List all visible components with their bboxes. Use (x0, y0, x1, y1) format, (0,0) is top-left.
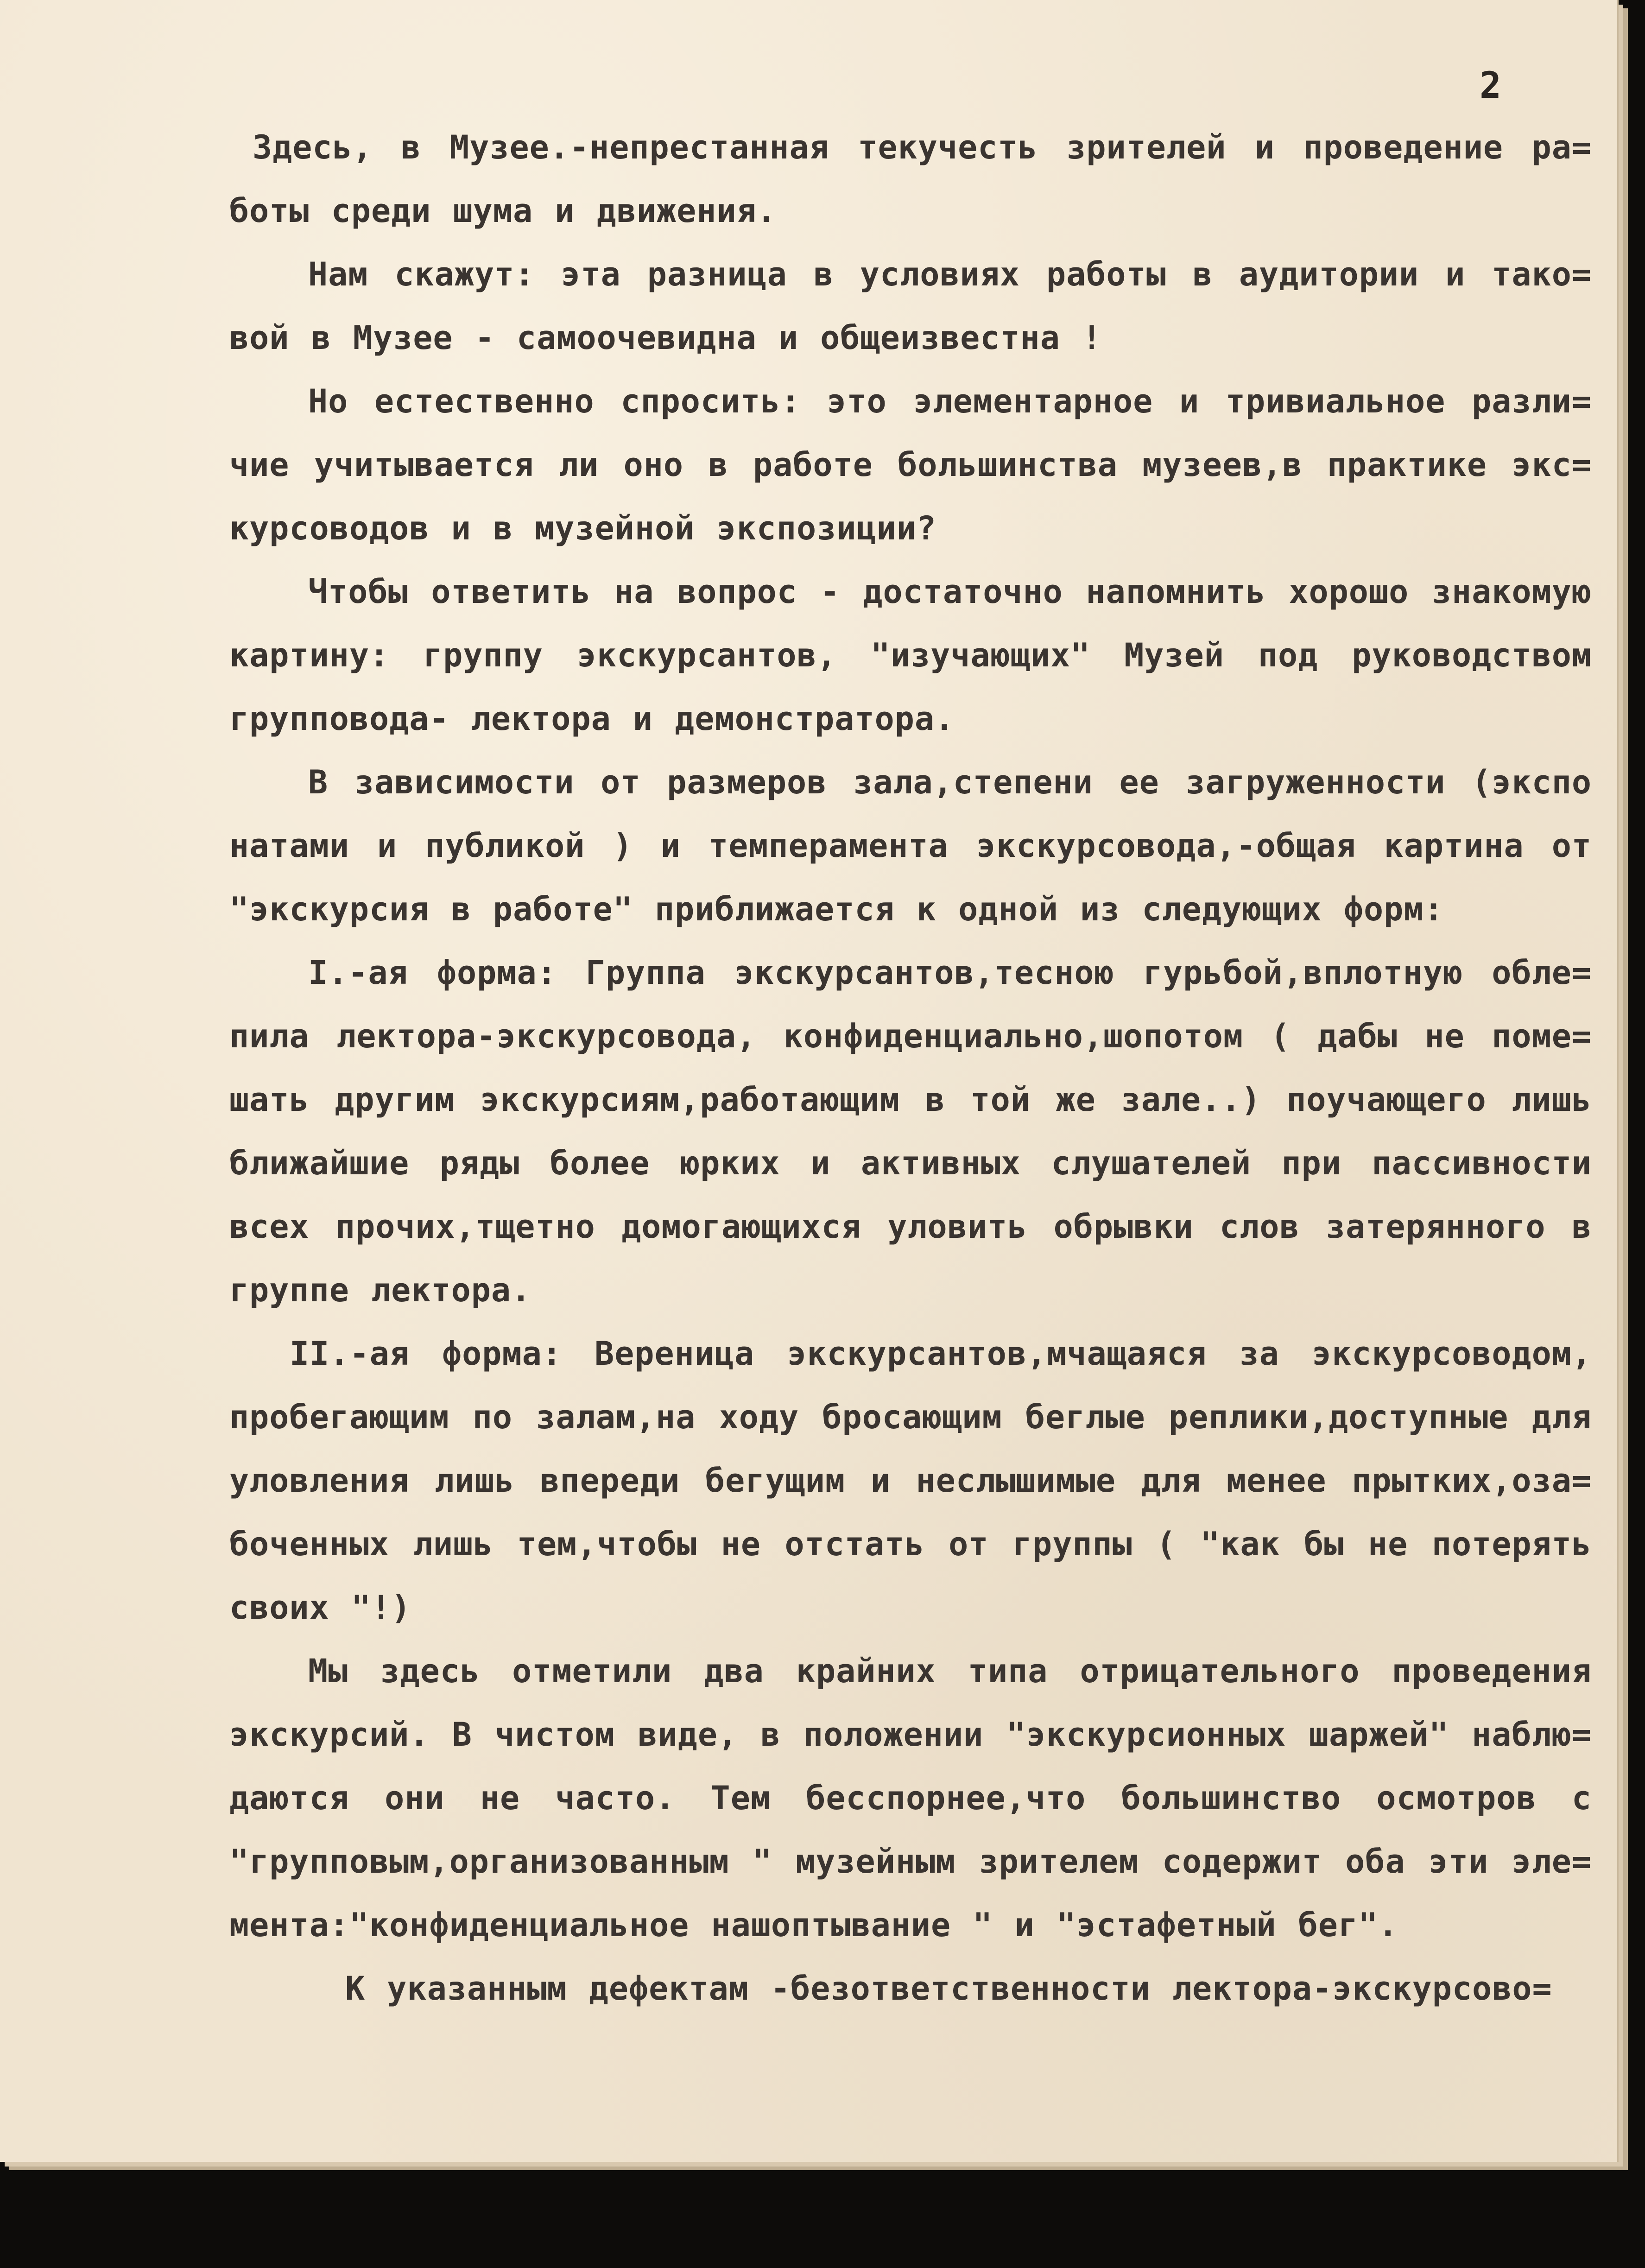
paragraph-form-2: II.-ая форма: Вереница экскурсантов,мчащаяся за экскурсоводом, пробегающим по залам,на ходу бросающим беглые реплики,доступные для уловления лишь впереди бегущим и неслышимые для менее прытких,оза= боченных лишь тем,чтобы не отстать от группы ( "как бы не потерять своих "!) (229, 1335, 1592, 1627)
paragraph-form-1: I.-ая форма: Группа экскурсантов,тесною гурьбой,вплотную обле= пила лектора-экскурсовода, конфиденциально,шопотом ( дабы не поме= шать другим экскурсиям,работающим в той же зале..) поучающего лишь ближайшие ряды более юрких и активных слушателей при пассивности всех прочих,тщетно домогающихся уловить обрывки слов затерянного в группе лектора. (229, 954, 1592, 1309)
paragraph-4: Чтобы ответить на вопрос - достаточно напомнить хорошо знакомую картину: группу экскурсантов, "изучающих" Музей под руководством групповода- лектора и демонстратора. (229, 573, 1592, 738)
paragraph-2: Нам скажут: эта разница в условиях работы в аудитории и тако= вой в Музее - самоочевидна и общеизвестна ! (229, 255, 1592, 357)
paragraph-3: Но естественно спросить: это элементарное и тривиальное разли= чие учитывается ли оно в работе большинства музеев,в практике экс= курсоводов и в музейной экспозиции? (229, 382, 1592, 547)
page-number: 2 (1480, 65, 1501, 107)
paragraph-7: К указанным дефектам -безответственности лектора-экскурсово= (345, 1970, 1552, 2008)
typewritten-text (229, 116, 1592, 2021)
paragraph-1: Здесь, в Музее.-непрестанная текучесть зрителей и проведение ра= боты среди шума и движения. (229, 128, 1592, 230)
paragraph-6: Мы здесь отметили два крайних типа отрицательного проведения экскурсий. В чистом виде, в положении "экскурсионных шаржей" наблю= даются они не часто. Тем бесспорнее,что большинство осмотров с "групповым,организованным " музейным зрителем содержит оба эти эле= мента:"конфиденциальное нашоптывание " и "эстафетный бег". (229, 1652, 1592, 1944)
paragraph-5: В зависимости от размеров зала,степени ее загруженности (экспо натами и публикой ) и темперамента экскурсовода,-общая картина от "экскурсия в работе" приближается к одной из следующих форм: (229, 763, 1592, 928)
